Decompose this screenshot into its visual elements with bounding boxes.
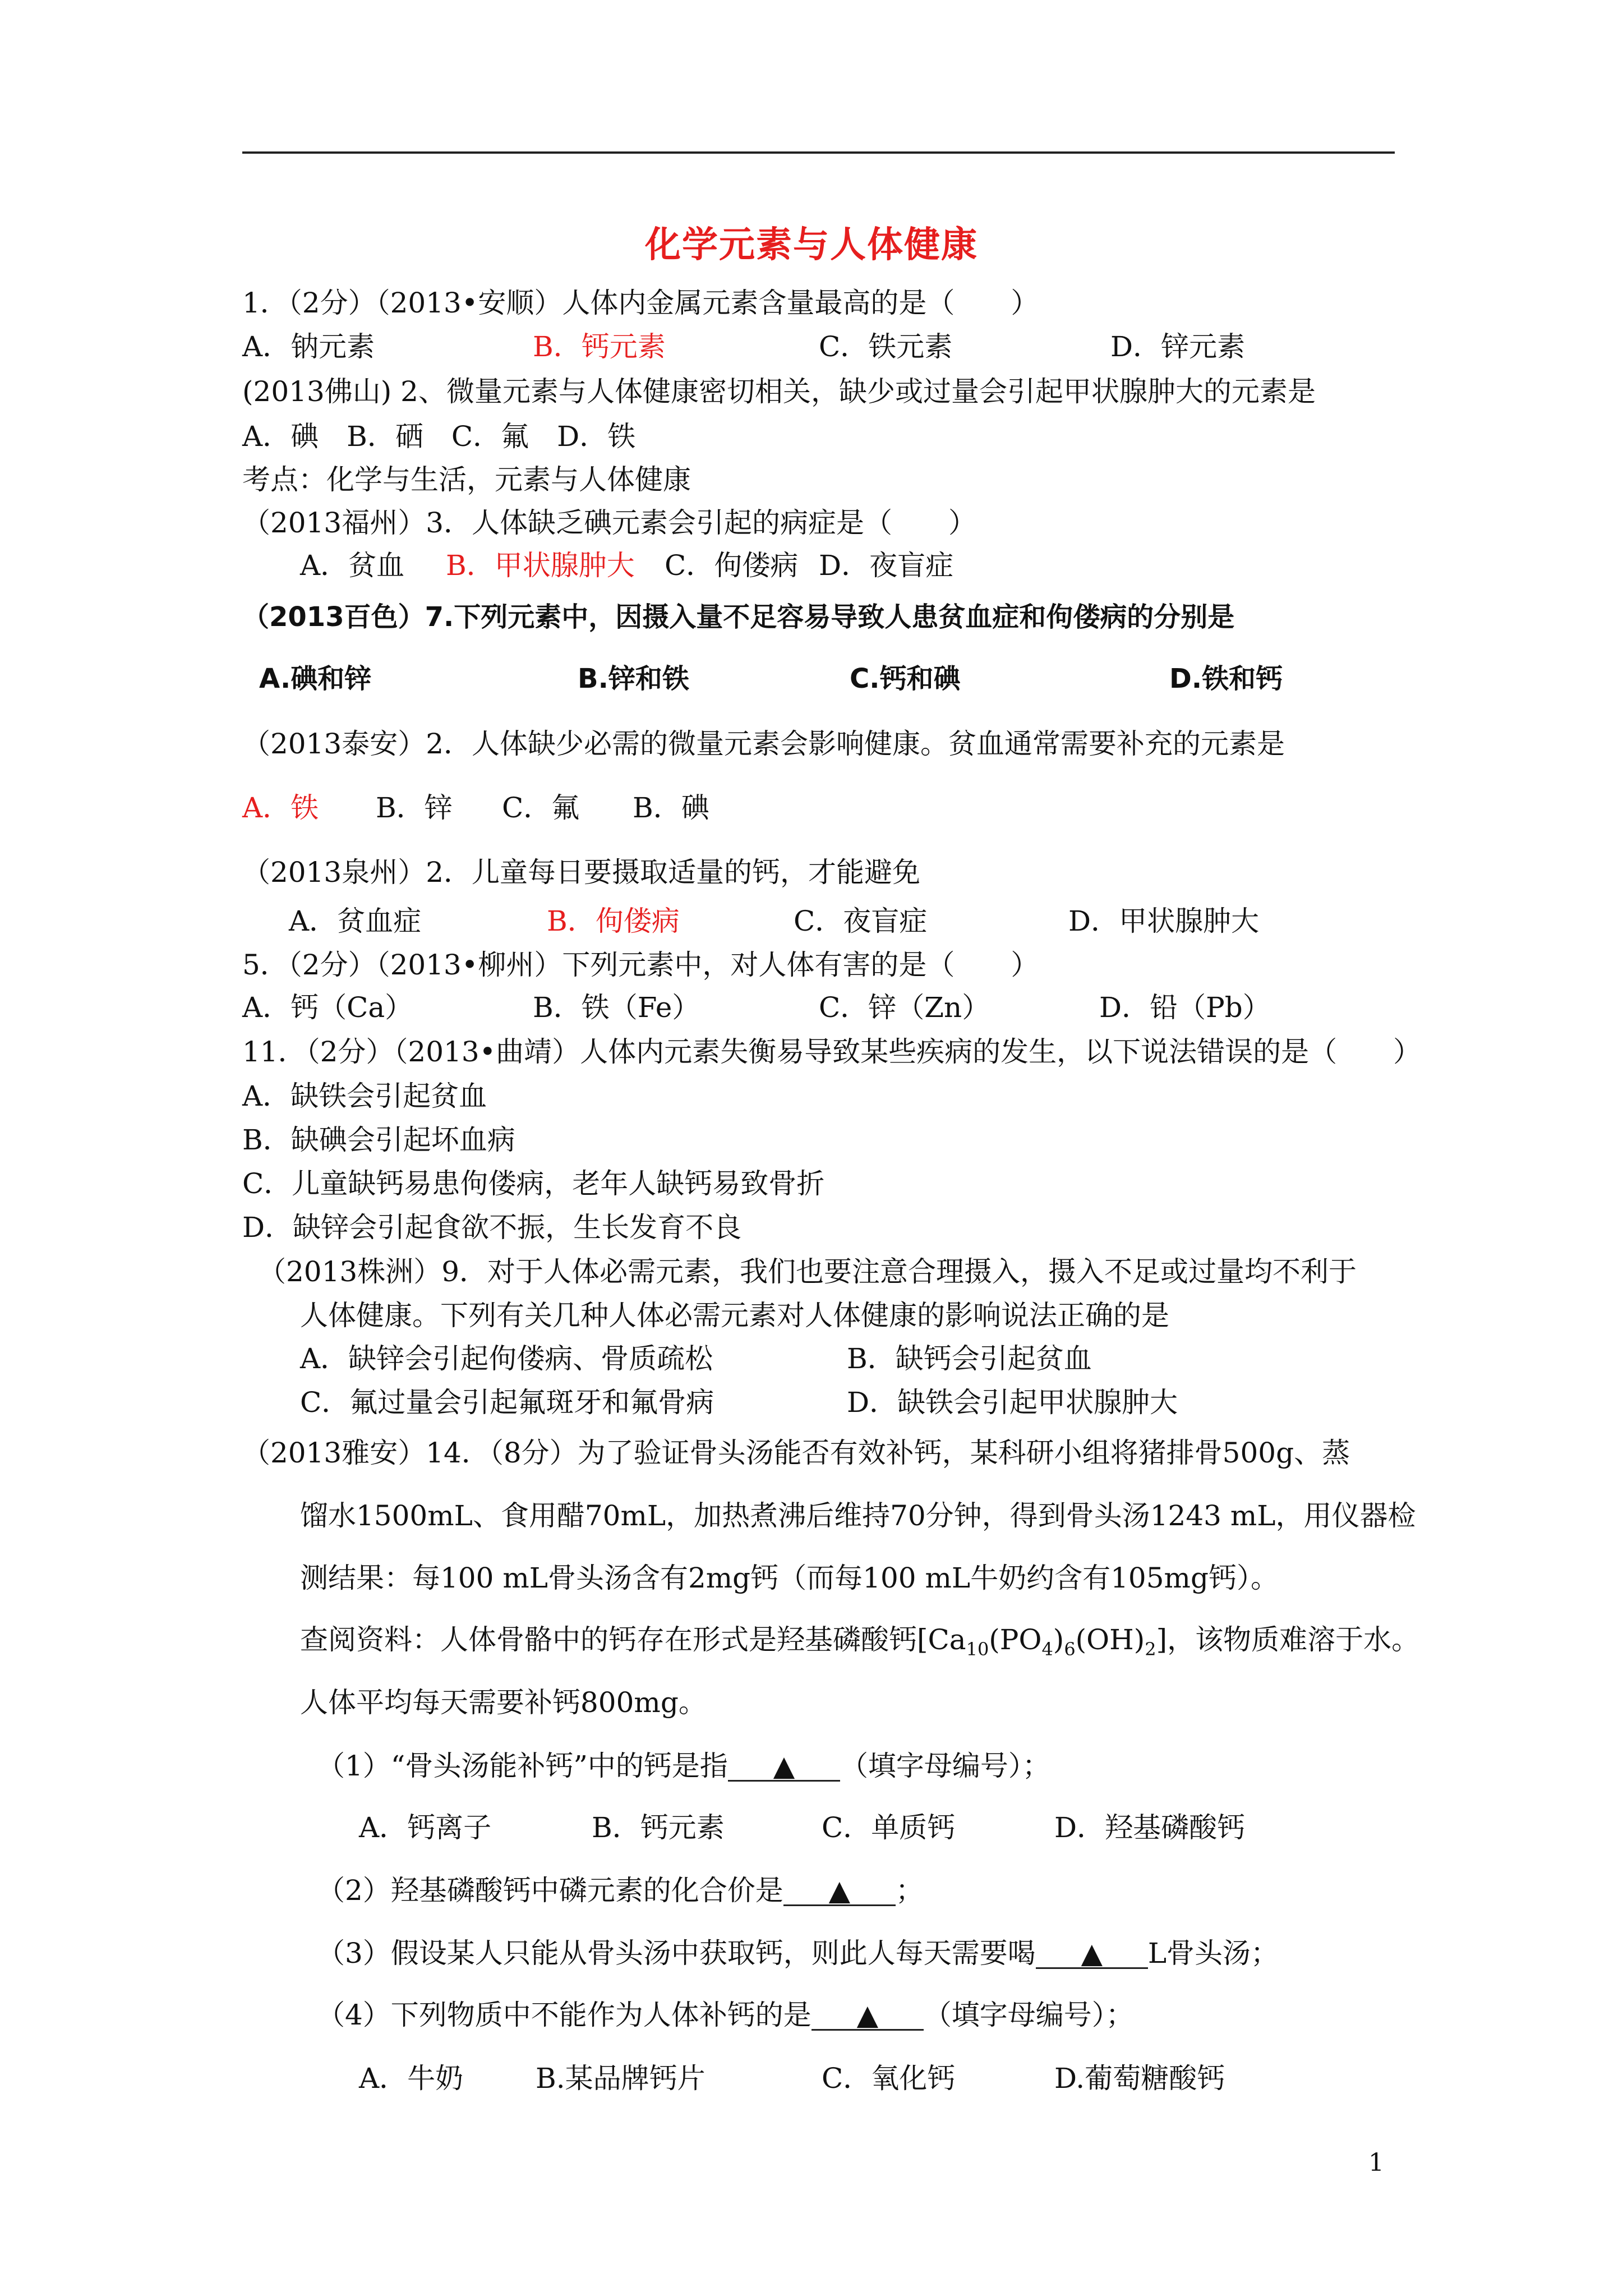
baise-option-a: A.碘和锌 xyxy=(259,663,372,694)
liuzhou-stem: 5．（2分）（2013•柳州）下列元素中，对人体有害的是（ ） xyxy=(242,949,1039,981)
zhuzhou-option-b: B．缺钙会引起贫血 xyxy=(847,1342,1092,1375)
q1-stem: 1．（2分）（2013•安顺）人体内金属元素含量最高的是（ ） xyxy=(242,287,1039,319)
q1-option-d: D．锌元素 xyxy=(1110,330,1246,363)
baise-option-b: B.锌和铁 xyxy=(578,663,689,694)
yaan-stem-2: 馏水1500mL、食用醋70mL，加热煮沸后维持70分钟，得到骨头汤1243 mL，用仪器检 xyxy=(300,1499,1416,1532)
header-rule xyxy=(242,151,1395,154)
baise-option-d: D.铁和钙 xyxy=(1169,663,1283,694)
zhuzhou-option-c: C．氟过量会引起氟斑牙和氟骨病 xyxy=(300,1386,714,1419)
yaan-part1-option-d: D．羟基磷酸钙 xyxy=(1054,1811,1246,1844)
liuzhou-option-d: D．铅（Pb） xyxy=(1099,991,1271,1024)
taian-option-d: B．碘 xyxy=(633,792,709,824)
zhuzhou-stem-2: 人体健康。下列有关几种人体必需元素对人体健康的影响说法正确的是 xyxy=(300,1299,1169,1332)
zhuzhou-stem-1: （2013株洲）9．对于人体必需元素，我们也要注意合理摄入，摄入不足或过量均不利于 xyxy=(258,1255,1357,1288)
qujing-option-d: D．缺锌会引起食欲不振，生长发育不良 xyxy=(242,1211,742,1244)
yaan-part4-option-b: B.某品牌钙片 xyxy=(536,2062,706,2095)
fuzhou-option-b: B．甲状腺肿大 xyxy=(446,549,635,582)
liuzhou-option-b: B．铁（Fe） xyxy=(533,991,700,1024)
qujing-option-c: C．儿童缺钙易患佝偻病，老年人缺钙易致骨折 xyxy=(242,1167,825,1200)
answer-blank-4[interactable]: ▲ xyxy=(811,2001,924,2031)
quanzhou-option-a: A．贫血症 xyxy=(289,905,422,937)
baise-stem: （2013百色）7.下列元素中，因摄入量不足容易导致人患贫血症和佝偻病的分别是 xyxy=(242,601,1235,633)
zhuzhou-option-d: D．缺铁会引起甲状腺肿大 xyxy=(847,1386,1178,1419)
taian-option-c: C．氟 xyxy=(502,792,580,824)
qujing-stem: 11．（2分）（2013•曲靖）人体内元素失衡易导致某些疾病的发生，以下说法错误的是（ ） xyxy=(242,1036,1422,1068)
yaan-part3: （3）假设某人只能从骨头汤中获取钙，则此人每天需要喝 ▲ L骨头汤； xyxy=(317,1937,1279,1970)
answer-blank-1[interactable]: ▲ xyxy=(728,1752,840,1782)
fuzhou-option-a: A．贫血 xyxy=(300,549,405,582)
q1-option-a: A．钠元素 xyxy=(242,330,375,363)
fuzhou-option-d: D．夜盲症 xyxy=(819,549,954,582)
foshan-note: 考点：化学与生活，元素与人体健康 xyxy=(242,463,691,496)
zhuzhou-option-a: A．缺锌会引起佝偻病、骨质疏松 xyxy=(300,1342,713,1375)
liuzhou-option-c: C．锌（Zn） xyxy=(819,991,990,1024)
qujing-option-b: B．缺碘会引起坏血病 xyxy=(242,1124,515,1156)
yaan-part1: （1）“骨头汤能补钙”中的钙是指 ▲ （填字母编号）； xyxy=(317,1750,1050,1782)
yaan-part1-option-b: B．钙元素 xyxy=(592,1811,725,1844)
yaan-stem-4: 人体平均每天需要补钙800mg。 xyxy=(300,1686,707,1719)
yaan-material: 查阅资料：人体骨骼中的钙存在形式是羟基磷酸钙$[Ca_{10}(PO_4)_6(OH)_2]$，该物质难溶于水。 xyxy=(300,1623,1420,1660)
quanzhou-option-d: D．甲状腺肿大 xyxy=(1068,905,1260,937)
yaan-part2: （2）羟基磷酸钙中磷元素的化合价是 ▲ ； xyxy=(317,1874,924,1907)
yaan-part1-option-c: C．单质钙 xyxy=(822,1811,956,1844)
answer-blank-3[interactable]: ▲ xyxy=(1036,1939,1148,1969)
taian-option-a: A．铁 xyxy=(242,792,319,824)
q1-option-c: C．铁元素 xyxy=(819,330,953,363)
taian-option-b: B．锌 xyxy=(376,792,453,824)
foshan-options: A．碘 B．硒 C．氟 D．铁 xyxy=(242,420,636,453)
yaan-stem-1: （2013雅安）14．（8分）为了验证骨头汤能否有效补钙，某科研小组将猪排骨500g、蒸 xyxy=(242,1437,1350,1469)
yaan-part4-option-a: A．牛奶 xyxy=(359,2062,464,2095)
yaan-part4-option-c: C．氧化钙 xyxy=(822,2062,956,2095)
page-number: 1 xyxy=(1368,2148,1384,2177)
q1-option-b: B．钙元素 xyxy=(533,330,666,363)
answer-blank-2[interactable]: ▲ xyxy=(783,1876,896,1906)
foshan-stem: (2013佛山) 2、微量元素与人体健康密切相关，缺少或过量会引起甲状腺肿大的元素是 xyxy=(242,375,1316,408)
yaan-part1-option-a: A．钙离子 xyxy=(359,1811,492,1844)
fuzhou-option-c: C．佝偻病 xyxy=(665,549,799,582)
liuzhou-option-a: A．钙（Ca） xyxy=(242,991,413,1024)
yaan-part4: （4）下列物质中不能作为人体补钙的是 ▲ （填字母编号）； xyxy=(317,1999,1134,2031)
quanzhou-stem: （2013泉州）2．儿童每日要摄取适量的钙，才能避免 xyxy=(242,856,921,889)
taian-stem: （2013泰安）2．人体缺少必需的微量元素会影响健康。贫血通常需要补充的元素是 xyxy=(242,728,1285,760)
qujing-option-a: A．缺铁会引起贫血 xyxy=(242,1080,487,1112)
yaan-part4-option-d: D.葡萄糖酸钙 xyxy=(1054,2062,1225,2095)
baise-option-c: C.钙和碘 xyxy=(850,663,961,694)
fuzhou-stem: （2013福州）3．人体缺乏碘元素会引起的病症是（ ） xyxy=(242,507,977,539)
yaan-stem-3: 测结果：每100 mL骨头汤含有2mg钙（而每100 mL牛奶约含有105mg钙）。 xyxy=(300,1562,1279,1594)
page-title: 化学元素与人体健康 xyxy=(645,224,978,266)
quanzhou-option-c: C．夜盲症 xyxy=(794,905,928,937)
quanzhou-option-b: B．佝偻病 xyxy=(547,905,680,937)
